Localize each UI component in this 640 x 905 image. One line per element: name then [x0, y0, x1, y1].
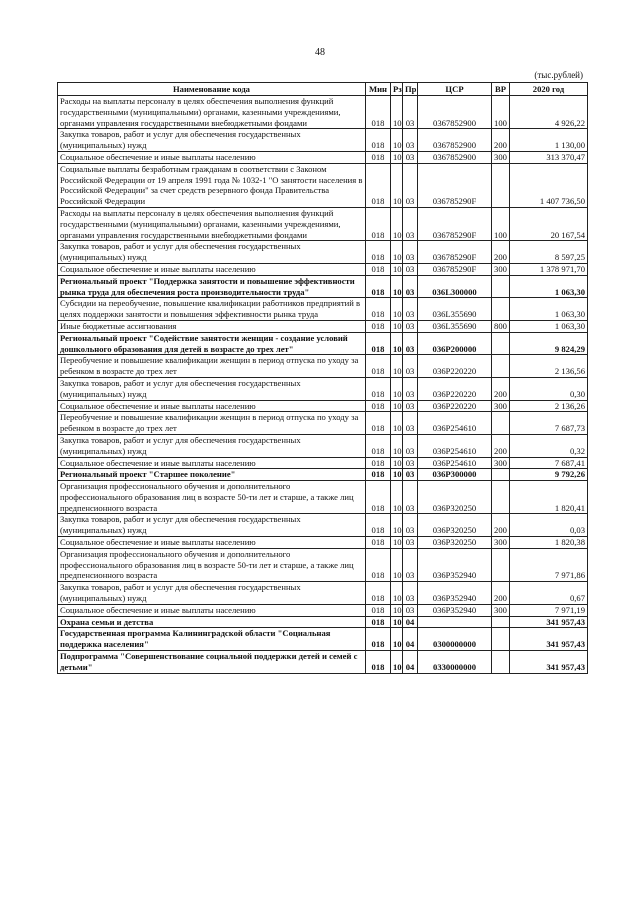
cell-min: 018	[366, 320, 391, 332]
cell-pr: 03	[403, 604, 418, 616]
cell-pr: 03	[403, 514, 418, 537]
header-min: Мин	[366, 83, 391, 96]
cell-name: Расходы на выплаты персоналу в целях обеспечения выполнения функций государственными (муниципальными) органами, казенными учреждениями, органами управления государственными внебюджетными фондами	[58, 207, 366, 240]
cell-name: Региональный проект "Старшее поколение"	[58, 469, 366, 481]
header-year: 2020 год	[510, 83, 588, 96]
cell-min: 018	[366, 412, 391, 435]
table-row	[58, 651, 588, 674]
cell-vr	[492, 412, 510, 435]
cell-csr	[418, 616, 492, 628]
cell-min: 018	[366, 469, 391, 481]
cell-vr	[492, 548, 510, 581]
cell-sum: 1 378 971,70	[510, 263, 588, 275]
table-row	[58, 332, 588, 355]
cell-pr: 03	[403, 582, 418, 605]
cell-vr	[492, 298, 510, 321]
cell-csr: 036P352940	[418, 548, 492, 581]
cell-csr: 036L355690	[418, 298, 492, 321]
table-row	[58, 151, 588, 163]
table-row	[58, 129, 588, 152]
cell-name: Организация профессионального обучения и дополнительного профессионального образования лиц в возрасте 50-ти лет и старше, а также лиц предпенсионного возраста	[58, 481, 366, 514]
cell-csr: 036P220220	[418, 355, 492, 378]
cell-name: Закупка товаров, работ и услуг для обеспечения государственных (муниципальных) нужд	[58, 129, 366, 152]
cell-sum: 2 136,26	[510, 400, 588, 412]
cell-sum: 4 926,22	[510, 96, 588, 129]
cell-name: Социальное обеспечение и иные выплаты населению	[58, 604, 366, 616]
cell-rz: 10	[391, 481, 403, 514]
cell-vr: 200	[492, 434, 510, 457]
cell-vr: 100	[492, 207, 510, 240]
cell-rz: 10	[391, 537, 403, 549]
cell-pr: 03	[403, 163, 418, 207]
budget-table	[57, 82, 588, 674]
cell-vr: 800	[492, 320, 510, 332]
cell-min: 018	[366, 96, 391, 129]
cell-csr: 036P254610	[418, 434, 492, 457]
table-row	[58, 412, 588, 435]
cell-name: Субсидии на переобучение, повышение квалификации работников предприятий в целях поддержки занятости и повышения эффективности рынка труда	[58, 298, 366, 321]
cell-pr: 03	[403, 457, 418, 469]
cell-name: Расходы на выплаты персоналу в целях обеспечения выполнения функций государственными (муниципальными) органами, казенными учреждениями, органами управления государственными внебюджетными фондами	[58, 96, 366, 129]
header-pr: Пр	[403, 83, 418, 96]
cell-csr: 036785290F	[418, 241, 492, 264]
cell-rz: 10	[391, 320, 403, 332]
cell-pr: 03	[403, 96, 418, 129]
cell-csr: 036P300000	[418, 469, 492, 481]
cell-sum: 1 130,00	[510, 129, 588, 152]
table-row	[58, 207, 588, 240]
table-header-row	[58, 83, 588, 96]
cell-pr: 03	[403, 151, 418, 163]
cell-min: 018	[366, 355, 391, 378]
cell-csr: 036P320250	[418, 514, 492, 537]
table-row	[58, 537, 588, 549]
cell-pr: 03	[403, 434, 418, 457]
cell-sum: 0,67	[510, 582, 588, 605]
cell-rz: 10	[391, 400, 403, 412]
cell-rz: 10	[391, 616, 403, 628]
cell-min: 018	[366, 434, 391, 457]
cell-rz: 10	[391, 151, 403, 163]
cell-vr: 300	[492, 604, 510, 616]
cell-sum: 1 063,30	[510, 275, 588, 298]
cell-csr: 036P320250	[418, 481, 492, 514]
table-row	[58, 400, 588, 412]
table-row	[58, 548, 588, 581]
table-row	[58, 320, 588, 332]
cell-name: Переобучение и повышение квалификации женщин в период отпуска по уходу за ребенком в возрасте до трех лет	[58, 412, 366, 435]
cell-min: 018	[366, 151, 391, 163]
cell-sum: 0,03	[510, 514, 588, 537]
table-row	[58, 96, 588, 129]
table-row	[58, 355, 588, 378]
cell-pr: 03	[403, 377, 418, 400]
table-row	[58, 469, 588, 481]
cell-name: Охрана семьи и детства	[58, 616, 366, 628]
cell-name: Организация профессионального обучения и дополнительного профессионального образования лиц в возрасте 50-ти лет и старше, а также лиц предпенсионного возраста	[58, 548, 366, 581]
table-row	[58, 163, 588, 207]
cell-pr: 03	[403, 332, 418, 355]
table-row	[58, 628, 588, 651]
cell-rz: 10	[391, 129, 403, 152]
cell-rz: 10	[391, 298, 403, 321]
cell-min: 018	[366, 604, 391, 616]
cell-pr: 04	[403, 651, 418, 674]
cell-pr: 03	[403, 298, 418, 321]
cell-pr: 03	[403, 241, 418, 264]
cell-min: 018	[366, 481, 391, 514]
header-name: Наименование кода	[58, 83, 366, 96]
cell-pr: 03	[403, 412, 418, 435]
table-row	[58, 377, 588, 400]
table-row	[58, 457, 588, 469]
cell-csr: 036P352940	[418, 604, 492, 616]
cell-sum: 2 136,56	[510, 355, 588, 378]
cell-min: 018	[366, 263, 391, 275]
cell-name: Социальное обеспечение и иные выплаты населению	[58, 263, 366, 275]
cell-vr	[492, 275, 510, 298]
cell-pr: 03	[403, 537, 418, 549]
cell-csr: 036785290F	[418, 207, 492, 240]
cell-csr: 036L300000	[418, 275, 492, 298]
cell-csr: 036L355690	[418, 320, 492, 332]
cell-sum: 7 687,41	[510, 457, 588, 469]
cell-sum: 1 063,30	[510, 320, 588, 332]
table-row	[58, 241, 588, 264]
cell-vr	[492, 628, 510, 651]
cell-rz: 10	[391, 377, 403, 400]
header-csr: ЦСР	[418, 83, 492, 96]
cell-name: Закупка товаров, работ и услуг для обеспечения государственных (муниципальных) нужд	[58, 582, 366, 605]
cell-sum: 7 687,73	[510, 412, 588, 435]
cell-name: Закупка товаров, работ и услуг для обеспечения государственных (муниципальных) нужд	[58, 434, 366, 457]
cell-rz: 10	[391, 275, 403, 298]
cell-rz: 10	[391, 628, 403, 651]
cell-min: 018	[366, 628, 391, 651]
cell-min: 018	[366, 457, 391, 469]
cell-sum: 1 063,30	[510, 298, 588, 321]
cell-min: 018	[366, 582, 391, 605]
table-row	[58, 263, 588, 275]
cell-csr: 036785290F	[418, 263, 492, 275]
cell-vr: 300	[492, 537, 510, 549]
cell-name: Переобучение и повышение квалификации женщин в период отпуска по уходу за ребенком в возрасте до трех лет	[58, 355, 366, 378]
cell-rz: 10	[391, 604, 403, 616]
page-number: 48	[315, 47, 325, 58]
cell-min: 018	[366, 241, 391, 264]
cell-vr: 200	[492, 129, 510, 152]
cell-rz: 10	[391, 457, 403, 469]
cell-rz: 10	[391, 355, 403, 378]
table-row	[58, 275, 588, 298]
cell-pr: 03	[403, 129, 418, 152]
table-row	[58, 604, 588, 616]
cell-rz: 10	[391, 207, 403, 240]
cell-sum: 313 370,47	[510, 151, 588, 163]
cell-name: Государственная программа Калининградской области "Социальная поддержка населения"	[58, 628, 366, 651]
cell-min: 018	[366, 651, 391, 674]
cell-sum: 341 957,43	[510, 616, 588, 628]
table-body	[58, 96, 588, 674]
cell-min: 018	[366, 548, 391, 581]
cell-pr: 04	[403, 616, 418, 628]
cell-sum: 9 792,26	[510, 469, 588, 481]
cell-pr: 03	[403, 481, 418, 514]
cell-min: 018	[366, 514, 391, 537]
cell-name: Социальные выплаты безработным гражданам в соответствии с Законом Российской Федерации от 19 апреля 1991 года № 1032-1 "О занятости населения в Российской Федерации" за счет средств резервного фонда Правительства Российской Федерации	[58, 163, 366, 207]
cell-rz: 10	[391, 241, 403, 264]
cell-vr: 200	[492, 241, 510, 264]
cell-rz: 10	[391, 332, 403, 355]
cell-name: Региональный проект "Поддержка занятости и повышение эффективности рынка труда для обеспечения роста производительности труда"	[58, 275, 366, 298]
cell-sum: 7 971,86	[510, 548, 588, 581]
cell-csr: 0367852900	[418, 96, 492, 129]
cell-vr: 300	[492, 263, 510, 275]
cell-name: Закупка товаров, работ и услуг для обеспечения государственных (муниципальных) нужд	[58, 377, 366, 400]
cell-sum: 1 820,38	[510, 537, 588, 549]
cell-sum: 7 971,19	[510, 604, 588, 616]
cell-vr	[492, 332, 510, 355]
cell-name: Подпрограмма "Совершенствование социальной поддержки детей и семей с детьми"	[58, 651, 366, 674]
cell-pr: 03	[403, 320, 418, 332]
cell-csr: 0367852900	[418, 151, 492, 163]
cell-csr: 036P220220	[418, 400, 492, 412]
cell-sum: 0,30	[510, 377, 588, 400]
cell-name: Социальное обеспечение и иные выплаты населению	[58, 400, 366, 412]
cell-vr: 300	[492, 151, 510, 163]
cell-name: Закупка товаров, работ и услуг для обеспечения государственных (муниципальных) нужд	[58, 241, 366, 264]
cell-csr: 0330000000	[418, 651, 492, 674]
cell-pr: 03	[403, 469, 418, 481]
cell-min: 018	[366, 163, 391, 207]
cell-vr: 300	[492, 400, 510, 412]
cell-rz: 10	[391, 163, 403, 207]
cell-csr: 036P254610	[418, 457, 492, 469]
cell-name: Закупка товаров, работ и услуг для обеспечения государственных (муниципальных) нужд	[58, 514, 366, 537]
cell-sum: 8 597,25	[510, 241, 588, 264]
cell-name: Социальное обеспечение и иные выплаты населению	[58, 151, 366, 163]
cell-rz: 10	[391, 514, 403, 537]
cell-pr: 04	[403, 628, 418, 651]
cell-name: Социальное обеспечение и иные выплаты населению	[58, 457, 366, 469]
cell-rz: 10	[391, 548, 403, 581]
cell-pr: 03	[403, 548, 418, 581]
cell-min: 018	[366, 377, 391, 400]
cell-vr: 200	[492, 582, 510, 605]
table-row	[58, 514, 588, 537]
units-label: (тыс.рублей)	[534, 70, 583, 80]
cell-min: 018	[366, 616, 391, 628]
cell-sum: 1 820,41	[510, 481, 588, 514]
table-row	[58, 434, 588, 457]
cell-csr: 0367852900	[418, 129, 492, 152]
cell-name: Социальное обеспечение и иные выплаты населению	[58, 537, 366, 549]
table-row	[58, 298, 588, 321]
cell-csr: 036P352940	[418, 582, 492, 605]
cell-vr	[492, 651, 510, 674]
cell-min: 018	[366, 400, 391, 412]
cell-vr	[492, 616, 510, 628]
cell-sum: 1 407 736,50	[510, 163, 588, 207]
cell-pr: 03	[403, 355, 418, 378]
cell-vr: 100	[492, 96, 510, 129]
cell-csr: 0300000000	[418, 628, 492, 651]
cell-rz: 10	[391, 651, 403, 674]
cell-csr: 036P200000	[418, 332, 492, 355]
cell-vr	[492, 481, 510, 514]
cell-vr: 200	[492, 514, 510, 537]
cell-rz: 10	[391, 96, 403, 129]
cell-min: 018	[366, 129, 391, 152]
cell-csr: 036785290F	[418, 163, 492, 207]
cell-pr: 03	[403, 207, 418, 240]
cell-min: 018	[366, 207, 391, 240]
cell-sum: 0,32	[510, 434, 588, 457]
cell-csr: 036P320250	[418, 537, 492, 549]
cell-sum: 9 824,29	[510, 332, 588, 355]
cell-vr: 300	[492, 457, 510, 469]
cell-sum: 341 957,43	[510, 628, 588, 651]
cell-sum: 20 167,54	[510, 207, 588, 240]
header-rz: Рз	[391, 83, 403, 96]
cell-min: 018	[366, 298, 391, 321]
table-row	[58, 582, 588, 605]
cell-rz: 10	[391, 412, 403, 435]
cell-vr	[492, 469, 510, 481]
cell-sum: 341 957,43	[510, 651, 588, 674]
cell-name: Иные бюджетные ассигнования	[58, 320, 366, 332]
cell-vr	[492, 355, 510, 378]
cell-csr: 036P254610	[418, 412, 492, 435]
cell-pr: 03	[403, 400, 418, 412]
cell-rz: 10	[391, 434, 403, 457]
cell-rz: 10	[391, 469, 403, 481]
cell-min: 018	[366, 275, 391, 298]
cell-name: Региональный проект "Содействие занятости женщин - создание условий дошкольного образования для детей в возрасте до трех лет"	[58, 332, 366, 355]
table-row	[58, 481, 588, 514]
cell-rz: 10	[391, 582, 403, 605]
cell-pr: 03	[403, 275, 418, 298]
cell-pr: 03	[403, 263, 418, 275]
table-row	[58, 616, 588, 628]
cell-min: 018	[366, 537, 391, 549]
header-vr: ВР	[492, 83, 510, 96]
cell-vr: 200	[492, 377, 510, 400]
cell-min: 018	[366, 332, 391, 355]
cell-vr	[492, 163, 510, 207]
cell-csr: 036P220220	[418, 377, 492, 400]
cell-rz: 10	[391, 263, 403, 275]
